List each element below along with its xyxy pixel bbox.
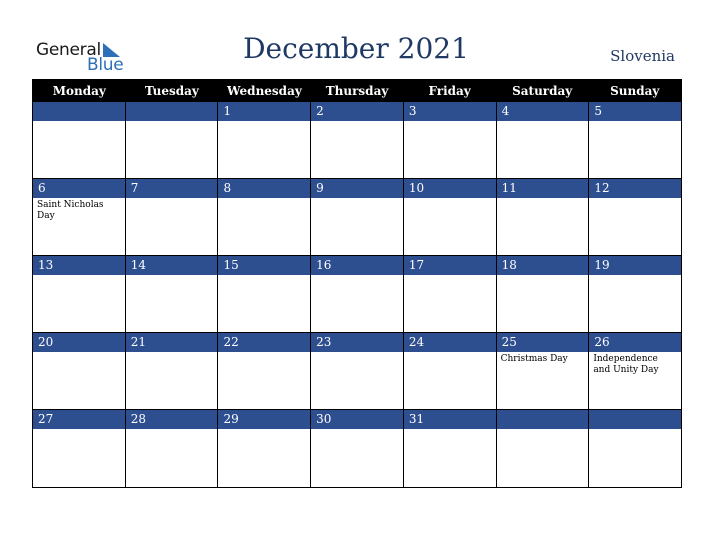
- day-number: 2: [311, 102, 403, 121]
- day-number: 3: [404, 102, 496, 121]
- day-cell[interactable]: [126, 256, 219, 333]
- day-cell[interactable]: [589, 179, 681, 256]
- day-cell[interactable]: [497, 256, 590, 333]
- day-cell[interactable]: [126, 410, 219, 487]
- day-cell[interactable]: [589, 256, 681, 333]
- day-cell[interactable]: [589, 410, 681, 487]
- day-number: 7: [126, 179, 218, 198]
- day-cell[interactable]: [497, 410, 590, 487]
- week-row: [33, 179, 681, 256]
- day-cell[interactable]: [311, 102, 404, 179]
- day-number: 5: [589, 102, 681, 121]
- week-row: [33, 102, 681, 179]
- day-cell[interactable]: [404, 256, 497, 333]
- day-cell[interactable]: [404, 102, 497, 179]
- day-cell[interactable]: [33, 410, 126, 487]
- day-cell[interactable]: [404, 179, 497, 256]
- day-cell[interactable]: [33, 333, 126, 410]
- holiday-label: Independence and Unity Day: [593, 354, 659, 375]
- day-number: 26: [589, 333, 681, 352]
- day-number: 22: [218, 333, 310, 352]
- day-number: 23: [311, 333, 403, 352]
- calendar-weeks: [33, 102, 681, 487]
- day-cell[interactable]: [126, 333, 219, 410]
- day-number: 11: [497, 179, 589, 198]
- holiday-label: Christmas Day: [500, 354, 568, 364]
- day-cell[interactable]: [497, 333, 590, 410]
- day-cell[interactable]: [311, 410, 404, 487]
- day-number: [497, 410, 589, 429]
- day-number: 24: [404, 333, 496, 352]
- week-row: [33, 256, 681, 333]
- day-cell[interactable]: [589, 102, 681, 179]
- logo-word-blue: Blue: [87, 55, 124, 75]
- day-number: 16: [311, 256, 403, 275]
- day-number: 29: [218, 410, 310, 429]
- day-number: 25: [497, 333, 589, 352]
- day-number: 8: [218, 179, 310, 198]
- weekday-header-wednesday: Wednesday: [227, 84, 302, 98]
- day-cell[interactable]: [218, 179, 311, 256]
- day-number: 12: [589, 179, 681, 198]
- weekday-header-monday: Monday: [52, 84, 106, 98]
- day-number: 27: [33, 410, 125, 429]
- day-number: 14: [126, 256, 218, 275]
- day-cell[interactable]: [126, 179, 219, 256]
- day-cell[interactable]: [218, 333, 311, 410]
- day-cell[interactable]: [311, 256, 404, 333]
- logo-word-general: General: [36, 40, 101, 60]
- weekday-header-friday: Friday: [428, 84, 471, 98]
- day-number: 31: [404, 410, 496, 429]
- day-cell[interactable]: [311, 333, 404, 410]
- day-cell[interactable]: [497, 179, 590, 256]
- day-number: 30: [311, 410, 403, 429]
- day-number: [126, 102, 218, 121]
- day-cell[interactable]: [33, 102, 126, 179]
- day-number: 1: [218, 102, 310, 121]
- day-cell[interactable]: [497, 102, 590, 179]
- day-number: 17: [404, 256, 496, 275]
- calendar-title: December 2021: [243, 32, 469, 65]
- day-cell[interactable]: [404, 333, 497, 410]
- calendar-grid: [32, 79, 682, 488]
- day-number: 20: [33, 333, 125, 352]
- day-number: [589, 410, 681, 429]
- day-number: [33, 102, 125, 121]
- day-number: 10: [404, 179, 496, 198]
- day-cell[interactable]: [311, 179, 404, 256]
- week-row: [33, 333, 681, 410]
- day-cell[interactable]: [33, 179, 126, 256]
- holiday-label: Saint Nicholas Day: [37, 200, 104, 221]
- day-cell[interactable]: [589, 333, 681, 410]
- day-number: 21: [126, 333, 218, 352]
- day-number: 6: [33, 179, 125, 198]
- country-label: Slovenia: [610, 47, 675, 65]
- day-number: 13: [33, 256, 125, 275]
- day-cell[interactable]: [218, 102, 311, 179]
- day-number: 18: [497, 256, 589, 275]
- weekday-header-tuesday: Tuesday: [144, 84, 199, 98]
- day-number: 15: [218, 256, 310, 275]
- day-number: 28: [126, 410, 218, 429]
- weekday-header-saturday: Saturday: [512, 84, 573, 98]
- day-cell[interactable]: [33, 256, 126, 333]
- weekday-header-thursday: Thursday: [325, 84, 389, 98]
- day-cell[interactable]: [404, 410, 497, 487]
- day-cell[interactable]: [218, 256, 311, 333]
- day-cell[interactable]: [126, 102, 219, 179]
- day-number: 9: [311, 179, 403, 198]
- weekday-header-row: [33, 80, 681, 102]
- weekday-header-sunday: Sunday: [610, 84, 660, 98]
- day-number: 19: [589, 256, 681, 275]
- week-row: [33, 410, 681, 487]
- day-cell[interactable]: [218, 410, 311, 487]
- day-number: 4: [497, 102, 589, 121]
